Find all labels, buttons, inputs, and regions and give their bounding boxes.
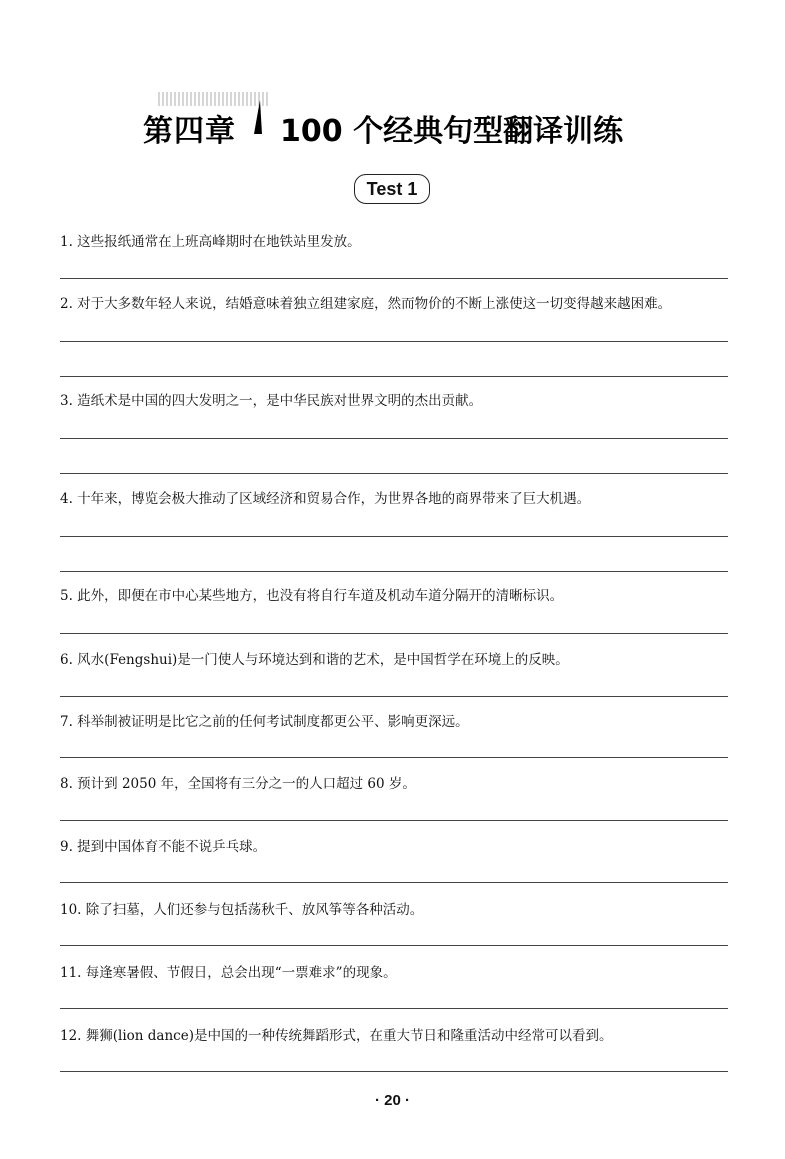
answer-line[interactable] — [60, 696, 728, 697]
question-11: 11. 每逢寒暑假、节假日，总会出现“一票难求”的现象。 — [60, 965, 397, 981]
answer-line[interactable] — [60, 633, 728, 634]
question-12: 12. 舞狮(lion dance)是中国的一种传统舞蹈形式，在重大节日和隆重活动中经常可以看到。 — [60, 1028, 613, 1044]
answer-line[interactable] — [60, 1071, 728, 1072]
answer-line[interactable] — [60, 473, 728, 474]
question-3: 3. 造纸术是中国的四大发明之一，是中华民族对世界文明的杰出贡献。 — [60, 393, 483, 409]
answer-line[interactable] — [60, 376, 728, 377]
chapter-title: 100 个经典句型翻译训练 — [280, 114, 624, 149]
question-6: 6. 风水(Fengshui)是一门使人与环境达到和谐的艺术，是中国哲学在环境上的反映。 — [60, 652, 569, 668]
chapter-label: 第四章 — [143, 114, 236, 149]
question-10: 10. 除了扫墓，人们还参与包括荡秋千、放风筝等各种活动。 — [60, 902, 424, 918]
test-badge: Test 1 — [354, 174, 430, 204]
answer-line[interactable] — [60, 536, 728, 537]
answer-line[interactable] — [60, 571, 728, 572]
answer-line[interactable] — [60, 278, 728, 279]
question-1: 1. 这些报纸通常在上班高峰期时在地铁站里发放。 — [60, 234, 361, 250]
answer-line[interactable] — [60, 945, 728, 946]
page-number: · 20 · — [374, 1092, 410, 1109]
chapter-header — [0, 96, 785, 156]
question-8: 8. 预计到 2050 年，全国将有三分之一的人口超过 60 岁。 — [60, 776, 416, 792]
answer-line[interactable] — [60, 757, 728, 758]
question-7: 7. 科举制被证明是比它之前的任何考试制度都更公平、影响更深远。 — [60, 714, 469, 730]
answer-line[interactable] — [60, 882, 728, 883]
answer-line[interactable] — [60, 1008, 728, 1009]
question-4: 4. 十年来，博览会极大推动了区域经济和贸易合作，为世界各地的商界带来了巨大机遇。 — [60, 491, 591, 507]
question-2: 2. 对于大多数年轻人来说，结婚意味着独立组建家庭，然而物价的不断上涨使这一切变得越来越困难。 — [60, 296, 672, 312]
answer-line[interactable] — [60, 341, 728, 342]
answer-line[interactable] — [60, 820, 728, 821]
flag-icon — [252, 98, 262, 134]
answer-line[interactable] — [60, 438, 728, 439]
question-9: 9. 提到中国体育不能不说乒乓球。 — [60, 839, 267, 855]
question-5: 5. 此外，即便在市中心某些地方，也没有将自行车道及机动车道分隔开的清晰标识。 — [60, 588, 564, 604]
